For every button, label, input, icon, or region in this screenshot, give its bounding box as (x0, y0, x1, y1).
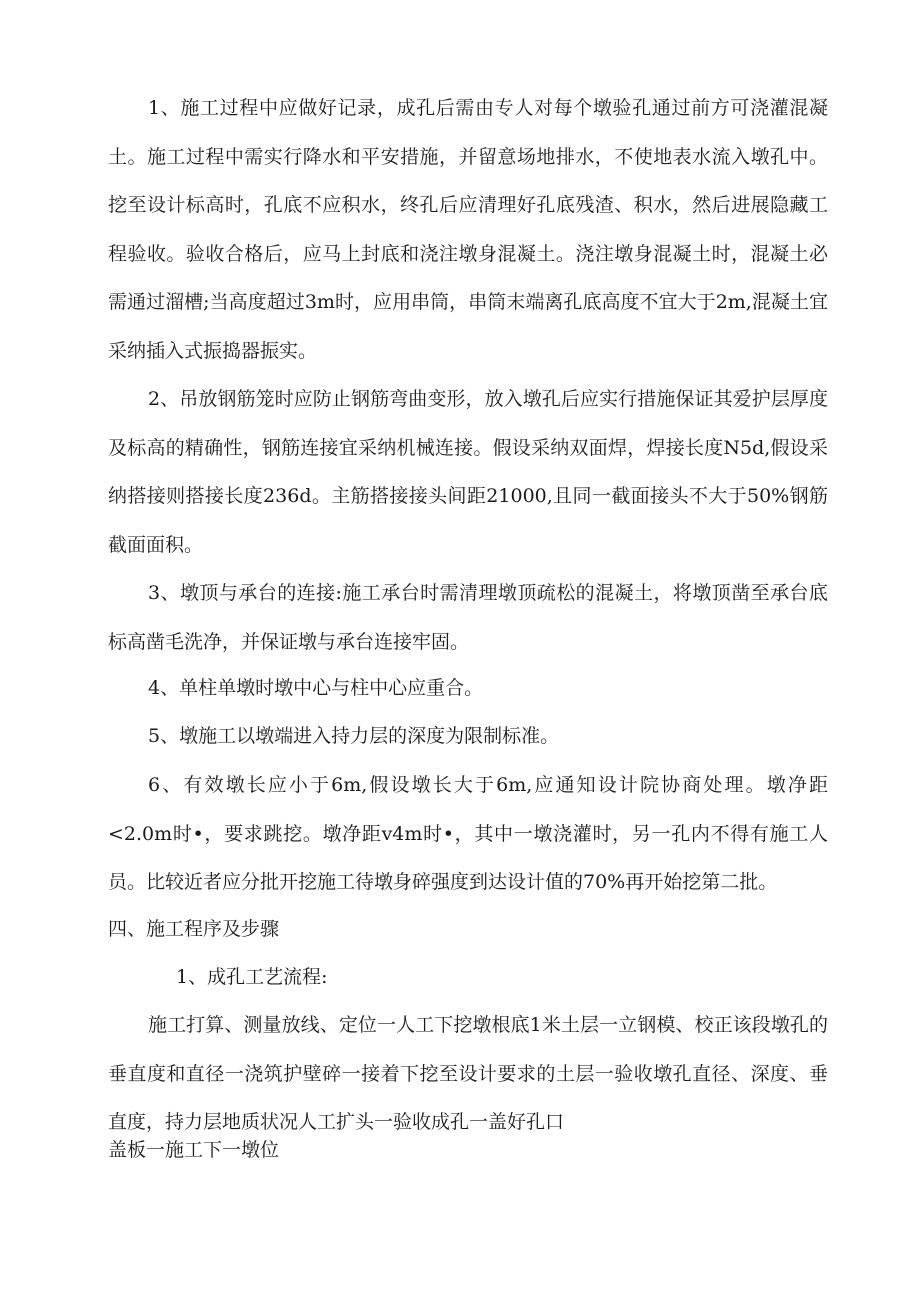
paragraph-3: 3、墩顶与承台的连接:施工承台时需清理墩顶疏松的混凝土，将墩顶凿至承台底标高凿毛洗净，并保证墩与承台连接牢固。 (108, 582, 828, 653)
paragraph-2: 2、吊放钢筋笼时应防止钢筋弯曲变形，放入墩孔后应实行措施保证其爱护层厚度及标高的精确性，钢筋连接宜采纳机械连接。假设采纳双面焊，焊接长度N5d,假设采纳搭接则搭接长度236d。主筋搭接接头间距21000,且同一截面接头不大于50%钢筋截面面积。 (108, 388, 828, 556)
paragraph-1: 1、施工过程中应做好记录，成孔后需由专人对每个墩验孔通过前方可浇灌混凝土。施工过程中需实行降水和平安措施，并留意场地排水，不使地表水流入墩孔中。挖至设计标高时，孔底不应积水，终孔后应清理好孔底残渣、积水，然后进展隐藏工程验收。验收合格后，应马上封底和浇注墩身混凝土。浇注墩身混凝土时，混凝土必需通过溜槽;当高度超过3m时，应用串筒，串筒末端离孔底高度不宜大于2m,混凝土宜采纳插入式振捣器振实。 (108, 97, 828, 362)
paragraph-4: 4、单柱单墩时墩中心与柱中心应重合。 (148, 677, 484, 699)
paragraph-6: 6、有效墩长应小于6m,假设墩长大于6m,应通知设计院协商处理。墩净距<2.0m时•，要求跳挖。墩净距v4m时•，其中一墩浇灌时，另一孔内不得有施工人员。比较近者应分批开挖施工待墩身碎强度到达设计值的70%再开始挖第二批。 (108, 774, 828, 894)
paragraph-5: 5、墩施工以墩端进入持力层的深度为限制标准。 (148, 725, 560, 747)
sub-heading: 1、成孔工艺流程: (176, 966, 328, 988)
paragraph-7: 施工打算、测量放线、定位一人工下挖墩根底1米土层一立钢模、校正该段墩孔的垂直度和直径一浇筑护壁碎一接着下挖至设计要求的土层一验收墩孔直径、深度、垂直度，持力层地质状况人工扩头一验收成孔一盖好孔口 (108, 1014, 828, 1134)
paragraph-7-tail: 盖板一施工下一墩位 (108, 1139, 280, 1161)
section-heading: 四、施工程序及步骤 (108, 918, 280, 940)
